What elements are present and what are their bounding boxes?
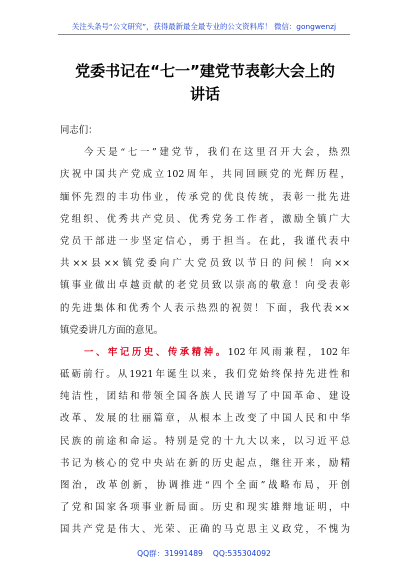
footer-contact xyxy=(0,548,408,559)
paragraph-line: 书记为核心的党中央站在新的历史起点，继往开来，励精 xyxy=(60,457,350,469)
title-line-2: 讲话 xyxy=(189,85,220,103)
section-1-heading-rest: 102年风雨兼程，102年 xyxy=(227,346,350,358)
paragraph-line: 图治，改革创新，协调推进“四个全面”战略布局，开创 xyxy=(60,480,350,491)
paragraph-line: 党组织、优秀共产党员、优秀党务工作者，激励全镇广大 xyxy=(60,213,350,225)
header-banner: 关注头条号“公文研究”，获得最新最全最专业的公文资料库！ 微信：gongwenzj xyxy=(71,22,337,31)
paragraph-line: 庆祝中国共产党成立102周年，共同回顾党的光辉历程， xyxy=(60,169,350,181)
salutation: 同志们： xyxy=(60,125,98,136)
paragraph-line: 镇事业做出卓越贡献的老党员致以崇高的敬意！向受表彰 xyxy=(60,280,350,292)
section-1-heading: 一、牢记历史、传承精神。 xyxy=(83,346,228,358)
paragraph-line: 改革、发展的壮丽篇章，从根本上改变了中国人民和中华 xyxy=(60,413,350,425)
header-divider xyxy=(58,34,350,35)
paragraph-line: 纯洁性，团结和带领全国各族人民谱写了中国革命、建设 xyxy=(60,391,350,403)
footer-qq-group: QQ群：31991489 xyxy=(137,549,203,558)
paragraph-line: 镇党委讲几方面的意见。 xyxy=(60,324,164,336)
document-title xyxy=(60,60,350,106)
paragraph-line: 民族的前途和命运。特别是党的十九大以来，以习近平总 xyxy=(60,435,350,447)
paragraph-line: 的先进集体和优秀个人表示热烈的祝贺！下面，我代表×× xyxy=(60,302,350,314)
paragraph-line: 缅怀先烈的丰功伟业，传承党的优良传统，表彰一批先进 xyxy=(60,191,350,203)
section-1-first-line xyxy=(60,342,350,364)
paragraph-line: 砥砺前行。从1921年诞生以来，我们党始终保持先进性和 xyxy=(60,369,350,381)
title-line-1: 党委书记在“七一”建党节表彰大会上的 xyxy=(75,62,335,80)
paragraph-line: 今天是“七一”建党节，我们在这里召开大会，热烈 xyxy=(60,147,350,159)
paragraph-line: 国共产党是伟大、光荣、正确的马克思主义政党，不愧为 xyxy=(60,524,350,536)
document-body xyxy=(60,120,350,542)
paragraph-line: 了党和国家各项事业新局面。历史和现实雄辩地证明，中 xyxy=(60,502,350,514)
footer-qq: QQ:535304092 xyxy=(212,549,271,558)
paragraph-line: 共××县××镇党委向广大党员致以节日的问候！向×× xyxy=(60,258,350,270)
paragraph-line: 党员干部进一步坚定信心，勇于担当。在此，我谨代表中 xyxy=(60,235,350,247)
